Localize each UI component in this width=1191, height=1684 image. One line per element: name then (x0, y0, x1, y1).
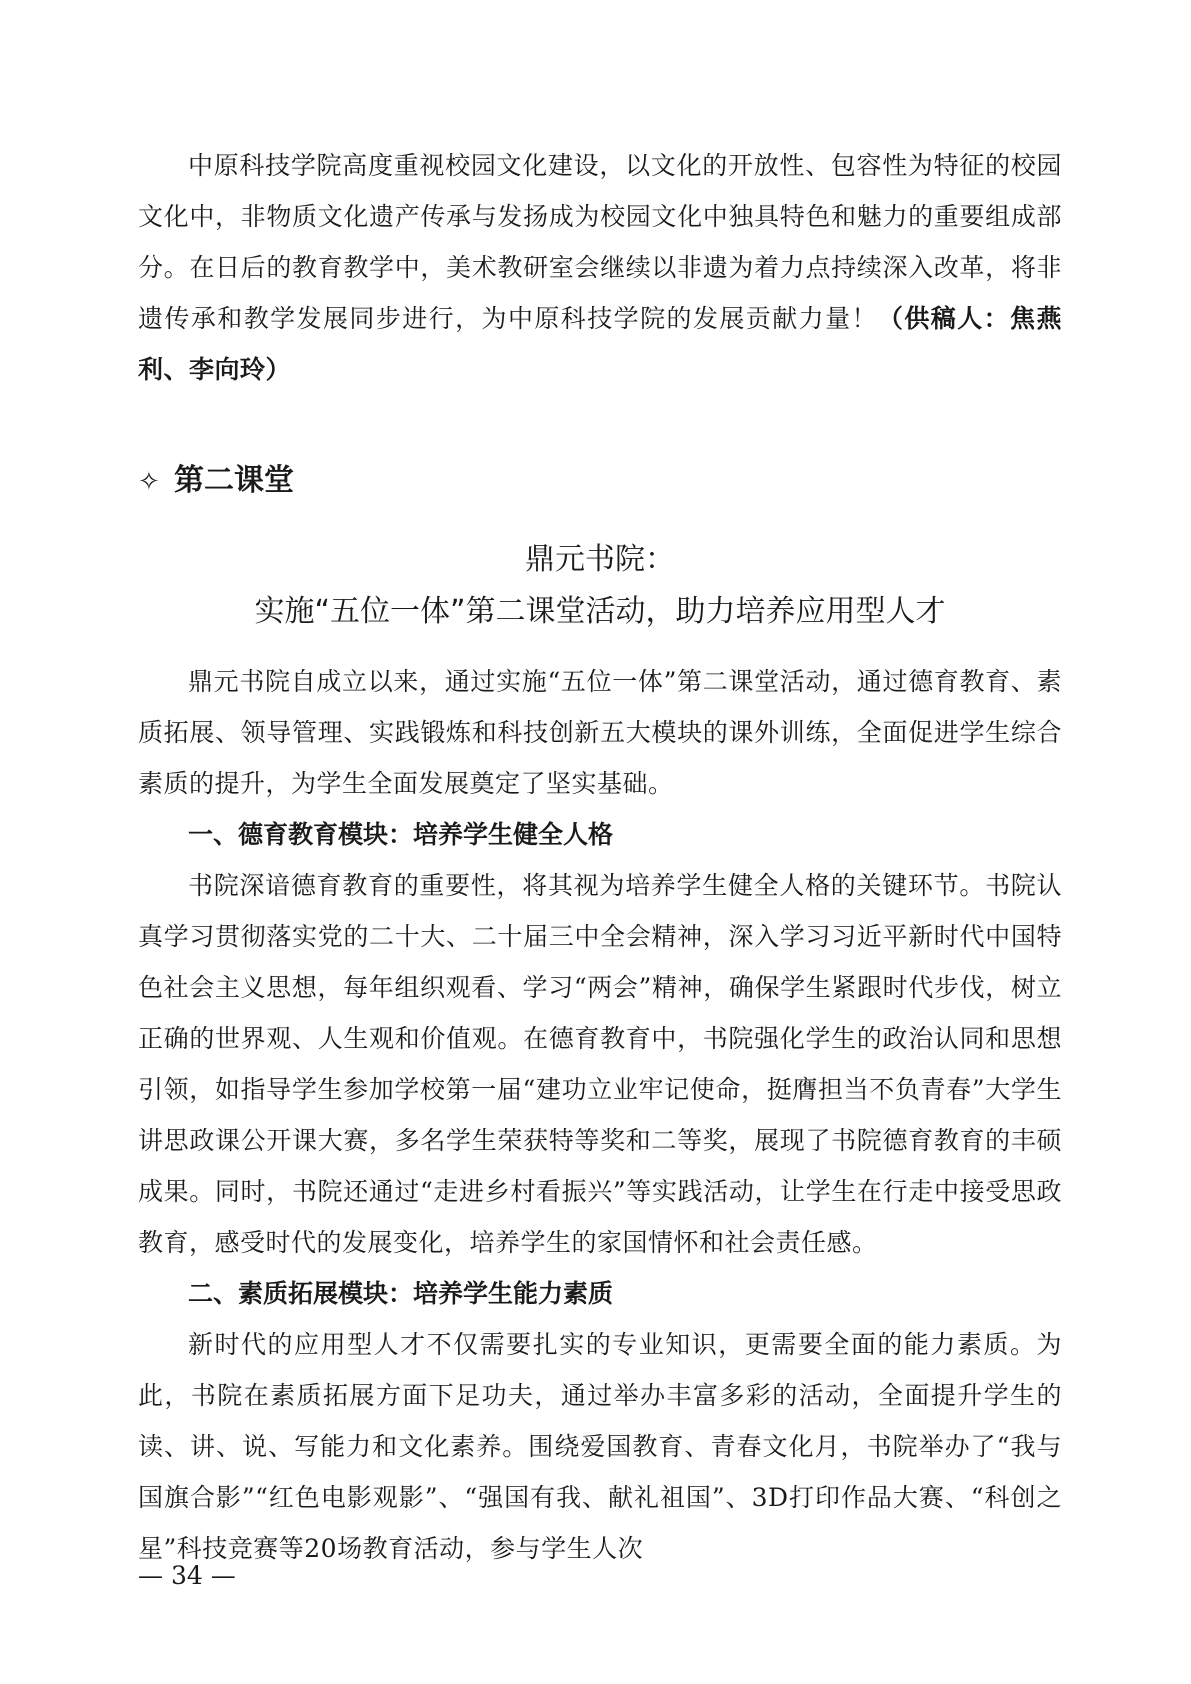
article-title (138, 534, 1062, 638)
paragraph-lead: 鼎元书院自成立以来，通过实施“五位一体”第二课堂活动，通过德育教育、素质拓展、领导管理、实践锻炼和科技创新五大模块的课外训练，全面促进学生综合素质的提升，为学生全面发展奠定了坚实基础。 (138, 667, 1062, 798)
paragraph-intro-text: 中原科技学院高度重视校园文化建设，以文化的开放性、包容性为特征的校园文化中，非物质文化遗产传承与发扬成为校园文化中独具特色和魅力的重要组成部分。在日后的教育教学中，美术教研室会继续以非遗为着力点持续深入改革，将非遗传承和教学发展同步进行，为中原科技学院的发展贡献力量！ (138, 151, 1062, 333)
article-title-line-1: 鼎元书院： (525, 542, 675, 577)
subheading-quality-development: 二、素质拓展模块：培养学生能力素质 (188, 1279, 614, 1308)
contributor-credit: （供稿人：焦燕利、李向玲） (138, 304, 1062, 384)
page-number: — 34 — (138, 1561, 236, 1590)
subheading-moral-education: 一、德育教育模块：培养学生健全人格 (188, 820, 614, 849)
page-content (138, 140, 1062, 1574)
paragraph-quality-development: 新时代的应用型人才不仅需要扎实的专业知识，更需要全面的能力素质。为此，书院在素质拓展方面下足功夫，通过举办丰富多彩的活动，全面提升学生的读、讲、说、写能力和文化素养。围绕爱国教育、青春文化月，书院举办了“我与国旗合影”“红色电影观影”、“强国有我、献礼祖国”、3D打印作品大赛、“科创之星”科技竞赛等20场教育活动，参与学生人次 (138, 1330, 1062, 1563)
diamond-star-icon: ✧ (138, 467, 160, 497)
article-title-line-2: 实施“五位一体”第二课堂活动，助力培养应用型人才 (254, 594, 946, 629)
section-heading (138, 459, 1062, 504)
paragraph-moral-education: 书院深谙德育教育的重要性，将其视为培养学生健全人格的关键环节。书院认真学习贯彻落实党的二十大、二十届三中全会精神，深入学习习近平新时代中国特色社会主义思想，每年组织观看、学习“两会”精神，确保学生紧跟时代步伐，树立正确的世界观、人生观和价值观。在德育教育中，书院强化学生的政治认同和思想引领，如指导学生参加学校第一届“建功立业牢记使命，挺膺担当不负青春”大学生讲思政课公开课大赛，多名学生荣获特等奖和二等奖，展现了书院德育教育的丰硕成果。同时，书院还通过“走进乡村看振兴”等实践活动，让学生在行走中接受思政教育，感受时代的发展变化，培养学生的家国情怀和社会责任感。 (138, 871, 1062, 1257)
section-heading-text: 第二课堂 (174, 463, 294, 498)
paragraph-intro (138, 140, 1062, 395)
